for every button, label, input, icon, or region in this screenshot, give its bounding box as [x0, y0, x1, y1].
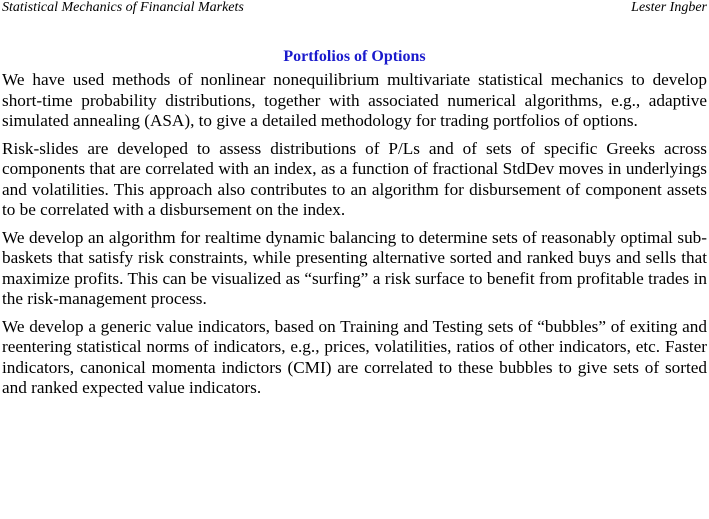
paragraph-3: We develop an algorithm for realtime dynamic balancing to determine sets of reasonably optimal sub-baskets that satisfy risk constraints, while presenting alternative sorted and ranked buys and sells that maximize profits. This can be visualized as “surfing” a risk surface to benefit from profitable trades in the risk-management process. — [2, 227, 707, 308]
paragraph-4: We develop a generic value indicators, based on Training and Testing sets of “bubbles” of exiting and reentering statistical norms of indicators, e.g., prices, volatilities, ratios of other indicators, etc. Faster indicators, canonical momenta indictors (CMI) are correlated to these bubbles to give sets of sorted and ranked expected value indicators. — [2, 316, 707, 397]
section-title: Portfolios of Options — [283, 48, 426, 65]
header-document-title: Statistical Mechanics of Financial Markets — [2, 0, 244, 15]
paragraph-1: We have used methods of nonlinear nonequilibrium multivariate statistical mechanics to develop short-time probability distributions, together with associated numerical algorithms, e.g., adaptive simulated annealing (ASA), to give a detailed methodology for trading portfolios of options. — [2, 70, 707, 130]
header-author: Lester Ingber — [631, 0, 707, 15]
running-header — [2, 0, 707, 18]
paragraph-2: Risk-slides are developed to assess distributions of P/Ls and of sets of specific Greeks across components that are correlated with an index, as a function of fractional StdDev moves in underlyings and volatilities. This approach also contributes to an algorithm for disbursement of component assets to be correlated with a disbursement on the index. — [2, 138, 707, 219]
section-body — [2, 70, 707, 406]
